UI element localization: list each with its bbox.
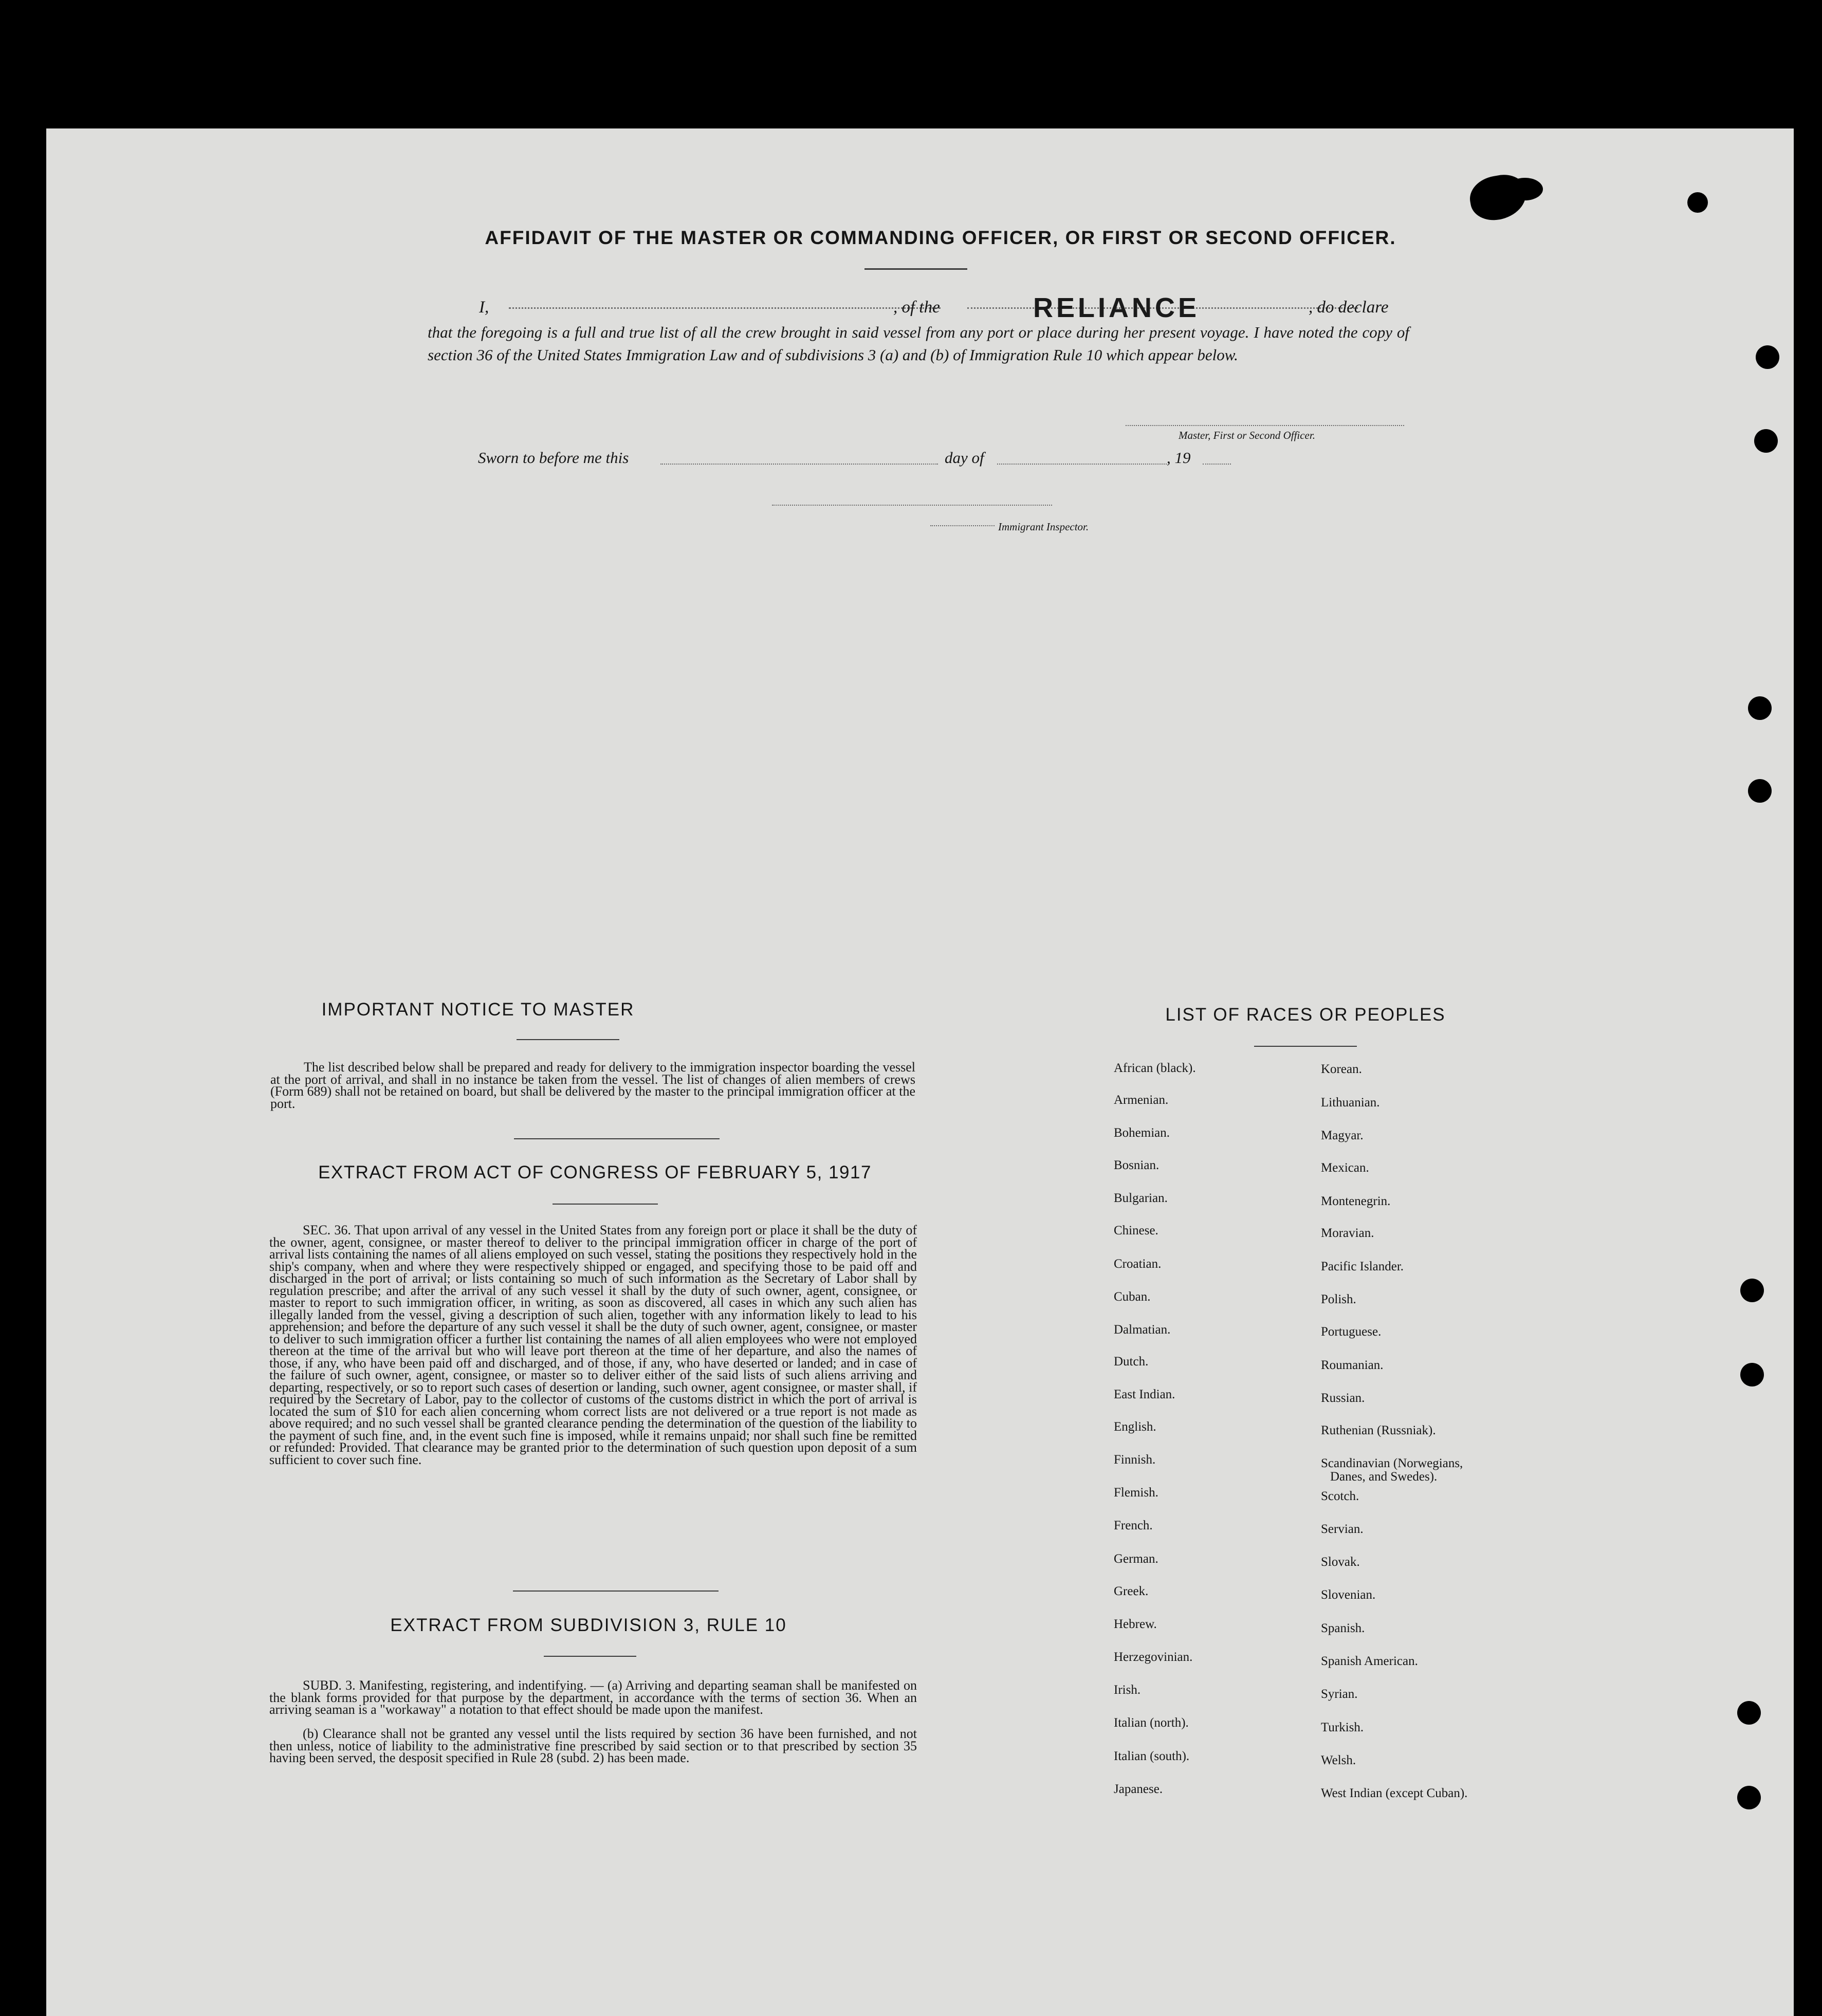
races-divider (1254, 1046, 1357, 1047)
race-item: Slovenian. (1321, 1588, 1376, 1602)
affidavit-title: AFFIDAVIT OF THE MASTER OR COMMANDING OFFICER, OR FIRST OR SECOND OFFICER. (485, 227, 1396, 248)
race-item: Portuguese. (1321, 1325, 1382, 1339)
race-item: Turkish. (1321, 1721, 1364, 1734)
notice-title: IMPORTANT NOTICE TO MASTER (321, 1000, 635, 1020)
race-item: East Indian. (1114, 1388, 1175, 1401)
race-item: Flemish. (1114, 1486, 1158, 1500)
binder-hole (1756, 345, 1779, 369)
affidavit-i-label: I, (479, 298, 489, 317)
binder-hole (1740, 1279, 1764, 1302)
master-name-field (509, 307, 941, 309)
rule-divider (544, 1656, 636, 1657)
binder-hole (1740, 1363, 1764, 1386)
race-item: Italian (north). (1114, 1716, 1189, 1730)
officer-signature-line (1126, 425, 1404, 426)
race-item: Spanish. (1321, 1621, 1365, 1635)
race-item: Pacific Islander. (1321, 1260, 1404, 1273)
binder-hole (1748, 696, 1772, 720)
race-item: Moravian. (1321, 1226, 1374, 1240)
race-item: French. (1114, 1519, 1153, 1532)
rule-para-b: (b) Clearance shall not be granted any vessel until the lists required by section 36 have been furnished, and not then unless, notice of liability to the administrative fine prescribed by said section or to that prescribed by section 35 having been served, the desposit specified in Rule 28 (subd. 2) has been made. (269, 1726, 917, 1765)
race-item: Mexican. (1321, 1161, 1369, 1175)
race-item: Ruthenian (Russniak). (1321, 1423, 1436, 1437)
race-item: Slovak. (1321, 1555, 1360, 1569)
title-divider (864, 268, 967, 270)
race-item: Syrian. (1321, 1687, 1358, 1701)
race-item: Dalmatian. (1114, 1323, 1171, 1337)
document-page (46, 128, 1794, 2016)
race-item: Irish. (1114, 1683, 1141, 1697)
races-title: LIST OF RACES OR PEOPLES (1165, 1005, 1446, 1025)
act-divider (553, 1204, 658, 1205)
race-item: Greek. (1114, 1584, 1149, 1598)
race-item: Montenegrin. (1321, 1194, 1391, 1208)
inspector-signature-line (772, 505, 1052, 506)
notice-bottom-rule (514, 1138, 720, 1139)
race-item: Roumanian. (1321, 1358, 1384, 1372)
race-item: West Indian (except Cuban). (1321, 1786, 1468, 1800)
binder-hole (1754, 429, 1778, 453)
notice-divider (517, 1039, 619, 1040)
notice-body: The list described below shall be prepared and ready for delivery to the immigration inspector boarding the vessel at the port of arrival, and shall in no instance be taken from the vessel. The list of changes of alien members of crews (Form 689) shall not be retained on board, but shall be delivered by the master to the principal immigration officer at the port. (270, 1060, 915, 1111)
race-item: German. (1114, 1552, 1158, 1566)
race-item: Bosnian. (1114, 1158, 1160, 1172)
affidavit-declare-label: , do declare (1309, 298, 1389, 317)
binder-hole (1737, 1786, 1761, 1809)
race-item: Finnish. (1114, 1453, 1156, 1467)
race-item: Bulgarian. (1114, 1191, 1168, 1205)
race-item: African (black). (1114, 1061, 1196, 1075)
inspector-short-line (930, 525, 995, 526)
race-item: Armenian. (1114, 1093, 1169, 1107)
race-item: English. (1114, 1420, 1156, 1434)
sworn-year-field (1203, 464, 1231, 465)
race-item: Cuban. (1114, 1290, 1151, 1304)
sworn-month-field (997, 464, 1167, 465)
race-item-scandinavian-continued: Danes, and Swedes). (1330, 1470, 1438, 1484)
sworn-label: Sworn to before me this (478, 449, 629, 467)
officer-caption: Master, First or Second Officer. (1179, 429, 1315, 441)
race-item: Croatian. (1114, 1257, 1162, 1271)
race-item: Korean. (1321, 1062, 1362, 1076)
affidavit-of-the-label: , of the (893, 298, 940, 317)
race-item: Japanese. (1114, 1782, 1163, 1796)
act-bottom-rule (513, 1590, 719, 1592)
race-item: Bohemian. (1114, 1126, 1170, 1140)
race-item: Scotch. (1321, 1489, 1359, 1503)
act-title: EXTRACT FROM ACT OF CONGRESS OF FEBRUARY 5, 1917 (318, 1162, 872, 1182)
race-item: Dutch. (1114, 1355, 1149, 1368)
race-item: Polish. (1321, 1292, 1356, 1306)
race-item: Italian (south). (1114, 1749, 1190, 1763)
race-item: Magyar. (1321, 1129, 1364, 1142)
inspector-caption: Immigrant Inspector. (998, 521, 1089, 533)
race-item: Servian. (1321, 1522, 1364, 1536)
vessel-name-stamp: RELIANCE (1033, 292, 1200, 323)
rule-title: EXTRACT FROM SUBDIVISION 3, RULE 10 (390, 1615, 787, 1635)
year-label: , 19 (1167, 449, 1191, 467)
race-item: Welsh. (1321, 1753, 1356, 1767)
binder-hole (1748, 779, 1772, 803)
race-item: Spanish American. (1321, 1654, 1418, 1668)
sworn-day-field (660, 464, 938, 465)
race-item: Lithuanian. (1321, 1096, 1380, 1109)
rule-para-a: SUBD. 3. Manifesting, registering, and indentifying. — (a) Arriving and departing seaman shall be manifested on the blank forms provided for that purpose by the department, in accordance with the terms of section 36. When an arriving seaman is a "workaway" a notation to that effect should be made upon the manifest. (269, 1678, 917, 1717)
race-item: Scandinavian (Norwegians, (1321, 1456, 1463, 1470)
binder-hole (1737, 1701, 1761, 1725)
race-item: Hebrew. (1114, 1617, 1157, 1631)
race-item: Herzegovinian. (1114, 1650, 1193, 1664)
race-item: Chinese. (1114, 1224, 1158, 1237)
ink-blot (1507, 178, 1543, 200)
race-item: Russian. (1321, 1391, 1365, 1405)
day-of-label: day of (945, 449, 984, 467)
affidavit-body: that the foregoing is a full and true list of all the crew brought in said vessel from any port or place during her present voyage. I have noted the copy of section 36 of the United States Immigration Law and of subdivisions 3 (a) and (b) of Immigration Rule 10 which appear below. (428, 323, 1409, 364)
act-body: SEC. 36. That upon arrival of any vessel in the United States from any foreign port or place it shall be the duty of the owner, agent, consignee, or master thereof to deliver to the principal immigration officer in charge of the port of arrival lists containing the names of all aliens employed on such vessel, stating the positions they respectively hold in the ship's company, when and where they were respectively shipped or engaged, and specifying those to be paid off and discharged in the port of arrival; or lists containing so much of such information as the Secretary of Labor shall by regulation prescribe; and after the arrival of any such vessel it shall by the duty of such owner, agent, consignee, or master to report to such immigration officer, in writing, as soon as discovered, all cases in which any such alien has illegally landed from the vessel, giving a description of such alien, together with any information likely to lead to his apprehension; and before the departure of any such vessel it shall be the duty of such owner, agent, consignee, or master to deliver to such immigration officer a further list containing the names of all alien employees who were not employed thereon at the time of the arrival but who will leave port thereon at the time of her departure, and also the names of those, if any, who have been paid off and discharged, and of those, if any, who have deserted or landed; and in case of the failure of such owner, agent, consignee, or master so to deliver either of the said lists of such aliens arriving and departing, respectively, or so to report such cases of desertion or landing, such owner, agent consignee, or master shall, if required by the Secretary of Labor, pay to the collector of customs of the customs district in which the port of arrival is located the sum of $10 for each alien concerning whom correct lists are not delivered or a true report is not made as above required; and no such vessel shall be granted clearance pending the determination of the question of the liability to the payment of such fine, and, in the event such fine is imposed, while it remains unpaid; nor shall such fine be remitted or refunded: Provided. That clearance may be granted prior to the determination of such question upon deposit of a sum sufficient to cover such fine. (269, 1223, 917, 1467)
binder-hole (1687, 192, 1708, 213)
